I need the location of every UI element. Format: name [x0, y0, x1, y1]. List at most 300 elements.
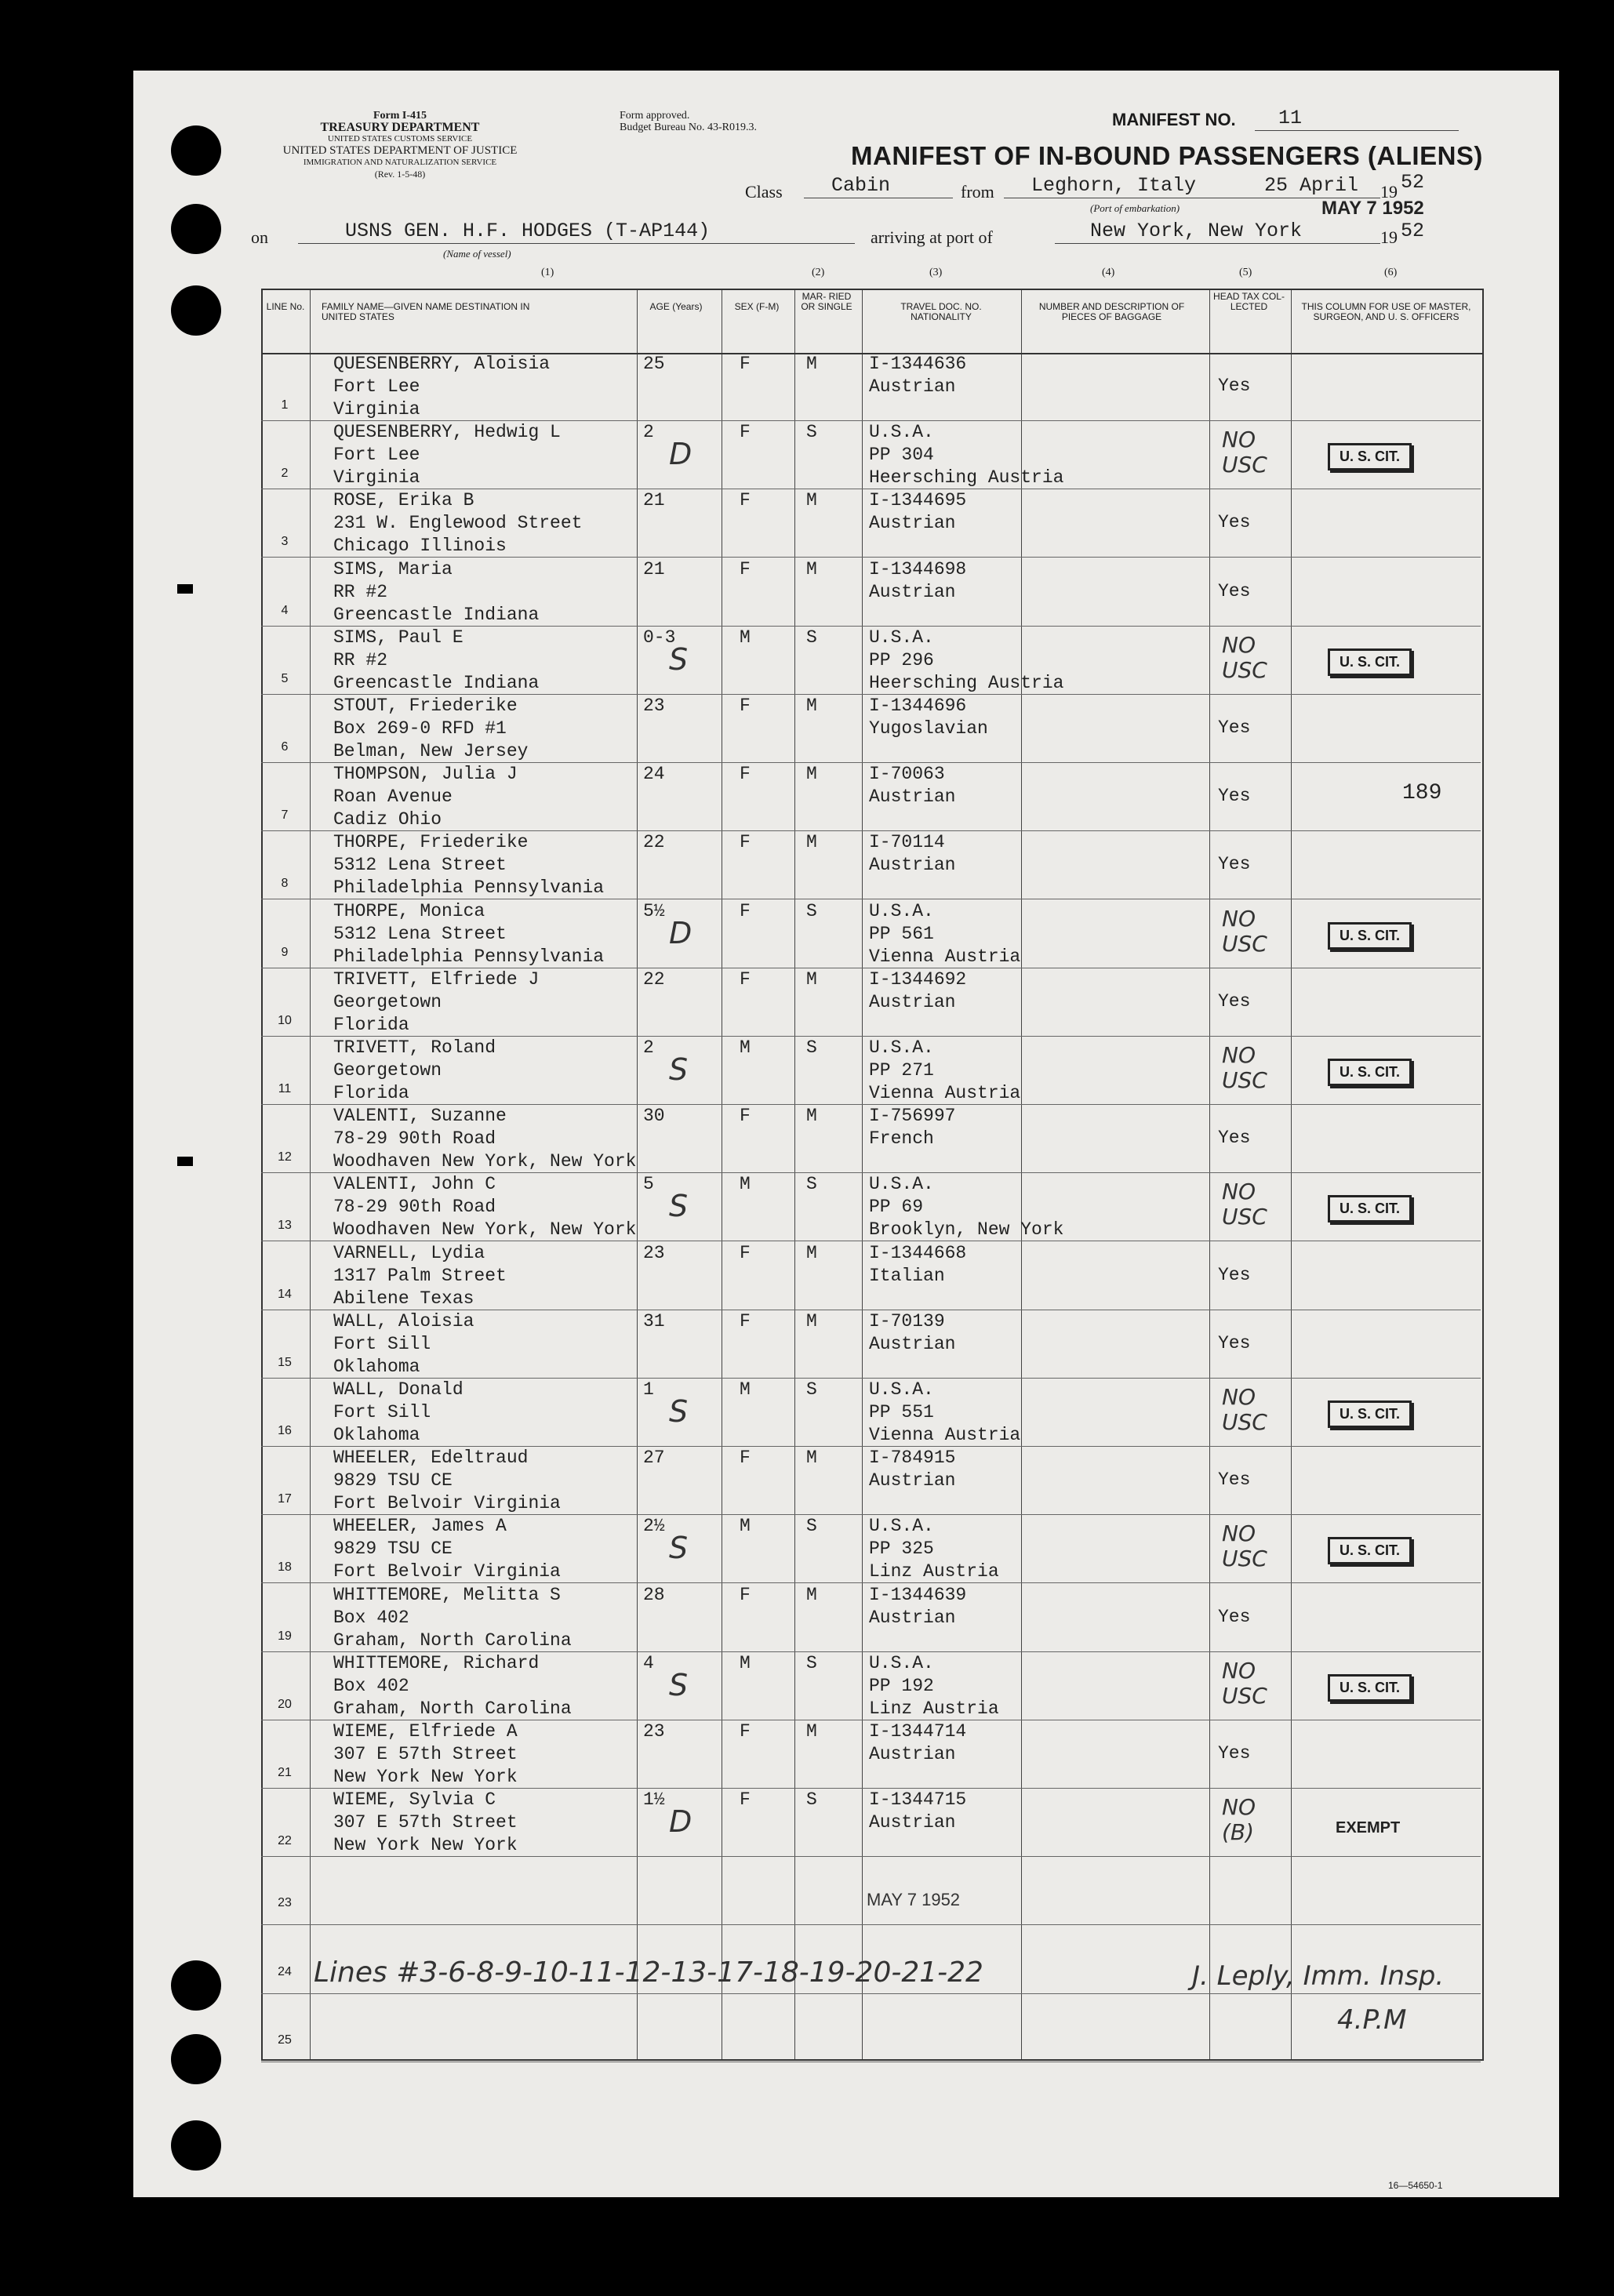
age: 1: [643, 1379, 654, 1400]
age: 22: [643, 968, 665, 990]
header-head-tax: HEAD TAX COL- LECTED: [1213, 291, 1285, 312]
sex: F: [740, 1106, 751, 1127]
issue-place: Linz Austria: [869, 1561, 999, 1582]
nationality: PP 69: [869, 1197, 924, 1218]
header-married: MAR- RIED OR SINGLE: [801, 291, 852, 312]
table-row: [261, 900, 1481, 968]
vessel-underline: [298, 243, 855, 244]
passenger-name: THOMPSON, Julia J: [333, 764, 518, 785]
destination-line-1: 307 E 57th Street: [333, 1812, 518, 1833]
col-number-4: (4): [1102, 267, 1115, 278]
sex: F: [740, 1310, 751, 1331]
class-value: Cabin: [831, 174, 891, 197]
age-annotation: S: [669, 1189, 689, 1224]
sex: M: [740, 1516, 751, 1537]
table-row: [261, 1584, 1481, 1652]
marital-status: S: [806, 1037, 817, 1058]
age: 1½: [643, 1789, 665, 1811]
sex: M: [740, 1379, 751, 1400]
nationality: PP 325: [869, 1539, 934, 1560]
table-row: [261, 1037, 1481, 1105]
table-row: [261, 489, 1481, 558]
sex: F: [740, 696, 751, 716]
head-tax: NO USC: [1222, 631, 1267, 683]
marital-status: M: [806, 764, 817, 785]
on-label: on: [251, 227, 268, 247]
travel-doc: U.S.A.: [869, 1037, 934, 1058]
nationality: PP 271: [869, 1060, 934, 1081]
age: 31: [643, 1310, 665, 1331]
line-number: 24: [278, 1964, 292, 1978]
exempt-stamp: EXEMPT: [1336, 1819, 1401, 1837]
destination-line-1: 1317 Palm Street: [333, 1265, 507, 1286]
table-row: [261, 1515, 1481, 1583]
travel-doc: U.S.A.: [869, 627, 934, 648]
line-number: 5: [281, 671, 289, 685]
travel-doc: I-70114: [869, 832, 945, 853]
travel-doc: I-1344696: [869, 696, 967, 716]
head-tax: NO USC: [1222, 1384, 1267, 1435]
line-number: 2: [281, 467, 289, 481]
line-number: 6: [281, 740, 289, 754]
line-number: 25: [278, 2033, 292, 2047]
table-row: [261, 1447, 1481, 1515]
marital-status: S: [806, 900, 817, 921]
year-prefix-1: 19: [1380, 182, 1398, 202]
table-row: [261, 1242, 1481, 1310]
passenger-name: WIEME, Elfriede A: [333, 1721, 518, 1742]
head-tax: NO USC: [1222, 427, 1267, 478]
age-annotation: S: [669, 641, 689, 677]
destination-line-2: Belman, New Jersey: [333, 741, 529, 761]
passenger-name: WIEME, Sylvia C: [333, 1789, 496, 1811]
nationality: PP 296: [869, 649, 934, 670]
destination-line-1: Box 269-0 RFD #1: [333, 718, 507, 739]
table-row: [261, 763, 1481, 831]
marital-status: M: [806, 968, 817, 990]
issue-place: Brooklyn, New York: [869, 1219, 1064, 1241]
passenger-name: WALL, Donald: [333, 1379, 463, 1400]
age-annotation: D: [669, 1804, 692, 1840]
head-tax: Yes: [1218, 786, 1251, 807]
passenger-name: WHEELER, Edeltraud: [333, 1448, 529, 1469]
col-number-3: (3): [929, 267, 943, 278]
travel-doc: I-1344695: [869, 490, 967, 511]
destination-line-1: 231 W. Englewood Street: [333, 513, 583, 534]
us-citizen-stamp: U. S. CIT.: [1328, 1059, 1412, 1086]
destination-line-1: Fort Sill: [333, 1333, 431, 1354]
line24-inspector-signature: J. Leply, Imm. Insp.: [1192, 1960, 1445, 1992]
binder-hole: [171, 285, 221, 336]
marital-status: M: [806, 696, 817, 716]
age: 2½: [643, 1516, 665, 1537]
marital-status: M: [806, 832, 817, 853]
marital-status: M: [806, 1584, 817, 1605]
travel-doc: I-70139: [869, 1310, 945, 1331]
age: 21: [643, 558, 665, 579]
destination-line-2: Cadiz Ohio: [333, 809, 442, 830]
travel-doc: I-1344698: [869, 558, 967, 579]
table-row: [261, 1310, 1481, 1379]
age: 27: [643, 1448, 665, 1469]
head-tax: NO USC: [1222, 905, 1267, 957]
header-age: AGE (Years): [649, 301, 703, 312]
col-number-6: (6): [1384, 267, 1398, 278]
destination-line-2: Graham, North Carolina: [333, 1629, 572, 1651]
line-number: 20: [278, 1697, 292, 1711]
travel-doc: I-756997: [869, 1106, 956, 1127]
form-approved: Form approved.: [620, 110, 690, 122]
form-footer-code: 16—54650-1: [1388, 2180, 1443, 2191]
binder-hole: [171, 204, 221, 254]
budget-bureau: Budget Bureau No. 43-R019.3.: [620, 122, 757, 133]
issue-place: Linz Austria: [869, 1698, 999, 1719]
head-tax: Yes: [1218, 1470, 1251, 1491]
issue-place: Vienna Austria: [869, 946, 1021, 967]
head-tax: Yes: [1218, 1743, 1251, 1764]
passenger-name: THORPE, Friederike: [333, 832, 529, 853]
rev-label: (Rev. 1-5-48): [374, 169, 426, 180]
age: 4: [643, 1652, 654, 1673]
travel-doc: I-1344639: [869, 1584, 967, 1605]
destination-line-1: 9829 TSU CE: [333, 1539, 453, 1560]
us-citizen-stamp: U. S. CIT.: [1328, 443, 1412, 470]
header-line-no: LINE No.: [266, 301, 305, 312]
travel-doc: I-784915: [869, 1448, 956, 1469]
travel-doc: I-1344714: [869, 1721, 967, 1742]
line24-lines-note: Lines #3-6-8-9-10-11-12-13-17-18-19-20-21-22: [314, 1956, 983, 1989]
line23-stamp-date: MAY 7 1952: [867, 1890, 961, 1909]
destination-line-1: 307 E 57th Street: [333, 1744, 518, 1764]
passenger-name: WHITTEMORE, Richard: [333, 1652, 540, 1673]
age: 5½: [643, 900, 665, 921]
manifest-title: MANIFEST OF IN-BOUND PASSENGERS (ALIENS): [851, 141, 1483, 170]
received-date-stamp: MAY 7 1952: [1321, 198, 1424, 219]
form-number: Form I-415: [373, 110, 427, 122]
marital-status: M: [806, 1310, 817, 1331]
table-row: [261, 627, 1481, 695]
us-citizen-stamp: U. S. CIT.: [1328, 1195, 1412, 1222]
destination-line-2: Florida: [333, 1014, 409, 1035]
travel-doc: U.S.A.: [869, 900, 934, 921]
passenger-name: WHITTEMORE, Melitta S: [333, 1584, 561, 1605]
sex: F: [740, 764, 751, 785]
manifest-no-label: MANIFEST NO.: [1112, 110, 1236, 129]
age: 0-3: [643, 627, 676, 648]
age-annotation: S: [669, 1667, 689, 1702]
nationality: Austrian: [869, 1744, 956, 1764]
issue-place: Heersching Austria: [869, 467, 1064, 489]
head-tax: NO USC: [1222, 1179, 1267, 1230]
marital-status: M: [806, 558, 817, 579]
manifest-no-value: 11: [1278, 107, 1303, 129]
binder-hole: [171, 1960, 221, 2011]
vessel-caption: (Name of vessel): [443, 248, 511, 260]
sex: F: [740, 558, 751, 579]
line-number: 3: [281, 535, 289, 549]
head-tax: Yes: [1218, 376, 1251, 396]
sex: M: [740, 627, 751, 648]
head-tax: Yes: [1218, 1332, 1251, 1353]
form-agency-block: [243, 110, 557, 180]
destination-line-2: Oklahoma: [333, 1425, 420, 1445]
binder-hole: [171, 2034, 221, 2084]
head-tax: Yes: [1218, 854, 1251, 875]
destination-line-1: 5312 Lena Street: [333, 855, 507, 876]
line-number: 21: [278, 1766, 292, 1779]
table-row: [261, 968, 1481, 1037]
destination-line-2: Philadelphia Pennsylvania: [333, 877, 605, 899]
destination-line-1: RR #2: [333, 581, 388, 602]
nationality: Austrian: [869, 1812, 956, 1833]
sex: M: [740, 1037, 751, 1058]
travel-doc: I-1344636: [869, 354, 967, 374]
travel-doc: I-1344715: [869, 1789, 967, 1811]
destination-line-1: Fort Lee: [333, 445, 420, 466]
passenger-name: VARNELL, Lydia: [333, 1242, 485, 1263]
destination-line-1: 78-29 90th Road: [333, 1197, 496, 1218]
destination-line-2: New York New York: [333, 1835, 518, 1856]
age-annotation: S: [669, 1394, 689, 1429]
table-row: [261, 1789, 1481, 1857]
us-citizen-stamp: U. S. CIT.: [1328, 922, 1412, 950]
port-caption: (Port of embarkation): [1090, 202, 1180, 214]
line-number: 15: [278, 1355, 292, 1369]
from-label: from: [961, 182, 994, 202]
travel-doc: U.S.A.: [869, 422, 934, 443]
nationality: PP 561: [869, 923, 934, 944]
header-sex: SEX (F-M): [734, 301, 780, 312]
passenger-name: TRIVETT, Elfriede J: [333, 968, 540, 990]
marital-status: M: [806, 354, 817, 374]
sex: F: [740, 422, 751, 443]
justice-dept: UNITED STATES DEPARTMENT OF JUSTICE: [282, 144, 518, 157]
destination-line-2: Chicago Illinois: [333, 536, 507, 557]
line-number: 22: [278, 1834, 292, 1848]
table-row: [261, 421, 1481, 489]
destination-line-1: Box 402: [333, 1607, 409, 1628]
table-row: [261, 1379, 1481, 1447]
age: 5: [643, 1174, 654, 1195]
line-number: 23: [278, 1896, 292, 1910]
travel-doc: I-1344668: [869, 1242, 967, 1263]
sex: F: [740, 1584, 751, 1605]
head-tax: Yes: [1218, 990, 1251, 1012]
arrival-underline: [1055, 243, 1380, 244]
col-number-2: (2): [812, 267, 825, 278]
age: 2: [643, 422, 654, 443]
line24-time: 4.P.M: [1337, 2004, 1407, 2036]
budget-block: [620, 110, 757, 133]
customs-service: UNITED STATES CUSTOMS SERVICE: [327, 134, 473, 144]
header-name: FAMILY NAME—GIVEN NAME DESTINATION IN UNITED STATES: [322, 301, 530, 322]
passenger-name: VALENTI, John C: [333, 1174, 496, 1195]
passenger-name: SIMS, Maria: [333, 558, 453, 579]
marital-status: S: [806, 1789, 817, 1811]
col-number-5: (5): [1239, 267, 1252, 278]
age-annotation: S: [669, 1531, 689, 1566]
marital-status: S: [806, 1652, 817, 1673]
nationality: Austrian: [869, 376, 956, 397]
nationality: Austrian: [869, 787, 956, 808]
sex: F: [740, 832, 751, 853]
from-value: Leghorn, Italy: [1031, 174, 1197, 197]
passenger-name: WHEELER, James A: [333, 1516, 507, 1537]
nationality: PP 192: [869, 1675, 934, 1696]
head-tax: NO USC: [1222, 1042, 1267, 1093]
destination-line-1: Roan Avenue: [333, 787, 453, 808]
age: 25: [643, 354, 665, 374]
destination-line-2: Philadelphia Pennsylvania: [333, 946, 605, 967]
us-citizen-stamp: U. S. CIT.: [1328, 1537, 1412, 1564]
age: 22: [643, 832, 665, 853]
line-number: 9: [281, 945, 289, 959]
age: 24: [643, 764, 665, 785]
passenger-name: TRIVETT, Roland: [333, 1037, 496, 1058]
issue-place: Vienna Austria: [869, 1083, 1021, 1103]
marital-status: S: [806, 1516, 817, 1537]
head-tax: NO (B): [1222, 1794, 1256, 1846]
marital-status: S: [806, 1174, 817, 1195]
destination-line-2: Woodhaven New York, New York: [333, 1219, 637, 1241]
sex: F: [740, 1721, 751, 1742]
table-row: [261, 695, 1481, 763]
marital-status: M: [806, 490, 817, 511]
marital-status: S: [806, 1379, 817, 1400]
sex: F: [740, 1242, 751, 1263]
passenger-name: ROSE, Erika B: [333, 490, 474, 511]
us-citizen-stamp: U. S. CIT.: [1328, 1400, 1412, 1428]
destination-line-1: 5312 Lena Street: [333, 923, 507, 944]
nationality: Austrian: [869, 1470, 956, 1491]
destination-line-2: Fort Belvoir Virginia: [333, 1493, 561, 1514]
head-tax: Yes: [1218, 1606, 1251, 1627]
travel-doc: I-70063: [869, 764, 945, 785]
passenger-name: VALENTI, Suzanne: [333, 1106, 507, 1127]
year-2: 52: [1401, 220, 1425, 242]
nationality: Austrian: [869, 1333, 956, 1354]
col-number-1: (1): [541, 267, 554, 278]
table-row: [261, 831, 1481, 899]
head-tax: Yes: [1218, 580, 1251, 601]
destination-line-2: Florida: [333, 1083, 409, 1103]
nationality: Austrian: [869, 855, 956, 876]
destination-line-2: Virginia: [333, 399, 420, 420]
passenger-name: SIMS, Paul E: [333, 627, 463, 648]
officer-note: 189: [1402, 781, 1442, 806]
passenger-name: THORPE, Monica: [333, 900, 485, 921]
us-citizen-stamp: U. S. CIT.: [1328, 648, 1412, 676]
line-number: 19: [278, 1629, 292, 1643]
head-tax: Yes: [1218, 1264, 1251, 1285]
destination-line-2: Abilene Texas: [333, 1288, 474, 1309]
table-row-empty: [261, 1994, 1481, 2062]
nationality: Austrian: [869, 991, 956, 1012]
head-tax: NO USC: [1222, 1520, 1267, 1572]
passenger-name: WALL, Aloisia: [333, 1310, 474, 1331]
destination-line-2: Greencastle Indiana: [333, 604, 540, 625]
destination-line-1: Box 402: [333, 1675, 409, 1696]
destination-line-2: Greencastle Indiana: [333, 672, 540, 693]
age: 21: [643, 490, 665, 511]
sex: F: [740, 354, 751, 374]
line-number: 11: [278, 1082, 292, 1095]
arriving-label: arriving at port of: [871, 227, 993, 247]
table-row: [261, 1173, 1481, 1241]
marital-status: M: [806, 1448, 817, 1469]
binder-hole: [171, 2120, 221, 2171]
destination-line-2: Woodhaven New York, New York: [333, 1151, 637, 1172]
destination-line-2: Graham, North Carolina: [333, 1698, 572, 1719]
table-row: [261, 558, 1481, 627]
nationality: Yugoslavian: [869, 718, 988, 739]
line-number: 1: [281, 398, 289, 412]
marital-status: S: [806, 627, 817, 648]
year-prefix-2: 19: [1380, 227, 1398, 247]
sex: F: [740, 900, 751, 921]
class-label: Class: [745, 182, 783, 202]
issue-place: Vienna Austria: [869, 1425, 1021, 1445]
destination-line-1: RR #2: [333, 649, 388, 670]
nationality: Italian: [869, 1265, 945, 1286]
travel-doc: I-1344692: [869, 968, 967, 990]
age: 28: [643, 1584, 665, 1605]
age-annotation: D: [669, 437, 692, 472]
destination-line-1: Fort Sill: [333, 1402, 431, 1422]
vessel-name: USNS GEN. H.F. HODGES (T-AP144): [345, 220, 711, 242]
travel-doc: U.S.A.: [869, 1379, 934, 1400]
head-tax: NO USC: [1222, 1657, 1267, 1709]
age-annotation: D: [669, 915, 692, 950]
destination-line-1: Fort Lee: [333, 376, 420, 397]
passenger-name: QUESENBERRY, Aloisia: [333, 354, 551, 374]
sex: M: [740, 1174, 751, 1195]
travel-doc: U.S.A.: [869, 1516, 934, 1537]
line-number: 7: [281, 808, 289, 823]
marital-status: M: [806, 1721, 817, 1742]
sex: F: [740, 968, 751, 990]
destination-line-2: Virginia: [333, 467, 420, 489]
sex: F: [740, 1448, 751, 1469]
nationality: French: [869, 1128, 934, 1150]
binder-mark: [177, 1157, 193, 1166]
destination-line-1: 9829 TSU CE: [333, 1470, 453, 1491]
sex: F: [740, 1789, 751, 1811]
header-baggage: NUMBER AND DESCRIPTION OF PIECES OF BAGGAGE: [1038, 301, 1185, 322]
table-row: [261, 353, 1481, 421]
travel-doc: U.S.A.: [869, 1174, 934, 1195]
year-1: 52: [1401, 171, 1425, 194]
head-tax: Yes: [1218, 718, 1251, 738]
issue-place: Heersching Austria: [869, 672, 1064, 693]
nationality: PP 551: [869, 1402, 934, 1422]
manifest-no-underline: [1255, 130, 1459, 131]
destination-line-1: 78-29 90th Road: [333, 1128, 496, 1150]
table-row: [261, 1105, 1481, 1173]
arrival-port: New York, New York: [1090, 220, 1303, 242]
destination-line-2: New York New York: [333, 1767, 518, 1787]
us-citizen-stamp: U. S. CIT.: [1328, 1674, 1412, 1702]
passenger-name: STOUT, Friederike: [333, 696, 518, 716]
age: 23: [643, 1721, 665, 1742]
age-annotation: S: [669, 1052, 689, 1087]
header-travel-doc: TRAVEL DOC. NO. NATIONALITY: [900, 301, 982, 322]
head-tax: Yes: [1218, 512, 1251, 533]
destination-line-1: Georgetown: [333, 1060, 442, 1081]
line-number: 8: [281, 877, 289, 891]
line-number: 10: [278, 1013, 292, 1027]
travel-doc: U.S.A.: [869, 1652, 934, 1673]
